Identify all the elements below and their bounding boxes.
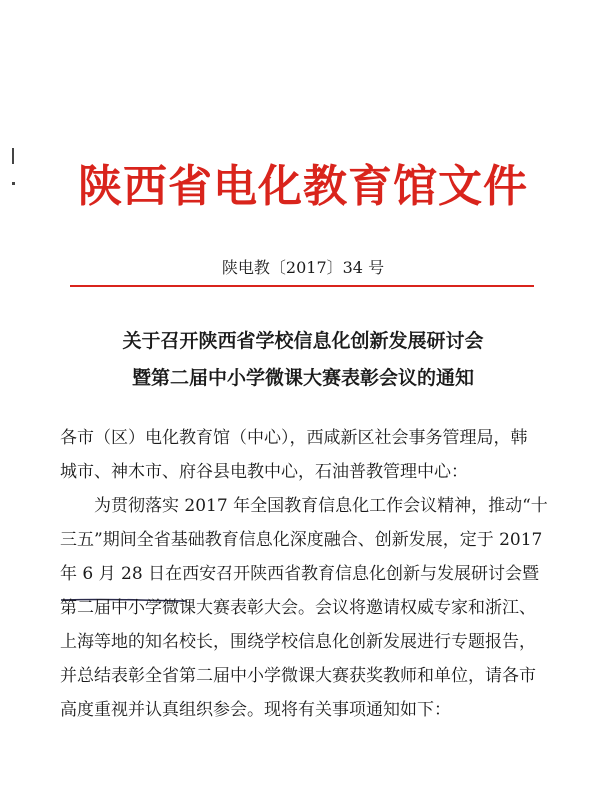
- body-line-3: [0, 563, 606, 585]
- subject-line-1: 关于召开陕西省学校信息化创新发展研讨会: [122, 330, 484, 352]
- handwritten-underline: [60, 587, 188, 591]
- subject-line-2: 暨第二届中小学微课大赛表彰会议的通知: [131, 367, 474, 389]
- body-line-1: [0, 495, 606, 517]
- body-line-7: [0, 699, 606, 721]
- body-text-3: 年 6 月 28 日在西安召开陕西省教育信息化创新与发展研讨会暨: [60, 564, 540, 584]
- addressee-line-1: [0, 427, 606, 449]
- body-text-6: 并总结表彰全省第二届中小学微课大赛获奖教师和单位，请各市: [60, 666, 536, 686]
- addressee-text-1: 各市（区）电化教育馆（中心），西咸新区社会事务管理局，韩: [60, 428, 528, 448]
- body-text-1: 为贯彻落实 2017 年全国教育信息化工作会议精神，推动“十: [94, 496, 548, 516]
- body-text-4: 第二届中小学微课大赛表彰大会。会议将邀请权威专家和浙江、: [60, 598, 536, 618]
- body-text-7: 高度重视并认真组织参会。现将有关事项通知如下：: [60, 700, 451, 720]
- red-divider-rule: [70, 285, 534, 287]
- addressee-line-2: [0, 461, 606, 483]
- addressee-text-2: 城市、神木市、府谷县电教中心，石油普教管理中心：: [60, 462, 468, 482]
- body-line-2: [0, 529, 606, 551]
- body-text-5: 上海等地的知名校长，围绕学校信息化创新发展进行专题报告，: [60, 632, 536, 652]
- body-line-6: [0, 665, 606, 687]
- document-title: 陕西省电化教育馆文件: [78, 161, 528, 212]
- body-line-4: [0, 597, 606, 619]
- body-text-2: 三五”期间全省基础教育信息化深度融合、创新发展，定于 2017: [60, 530, 543, 550]
- body-line-5: [0, 631, 606, 653]
- document-number: 陕电教〔2017〕34 号: [221, 258, 385, 277]
